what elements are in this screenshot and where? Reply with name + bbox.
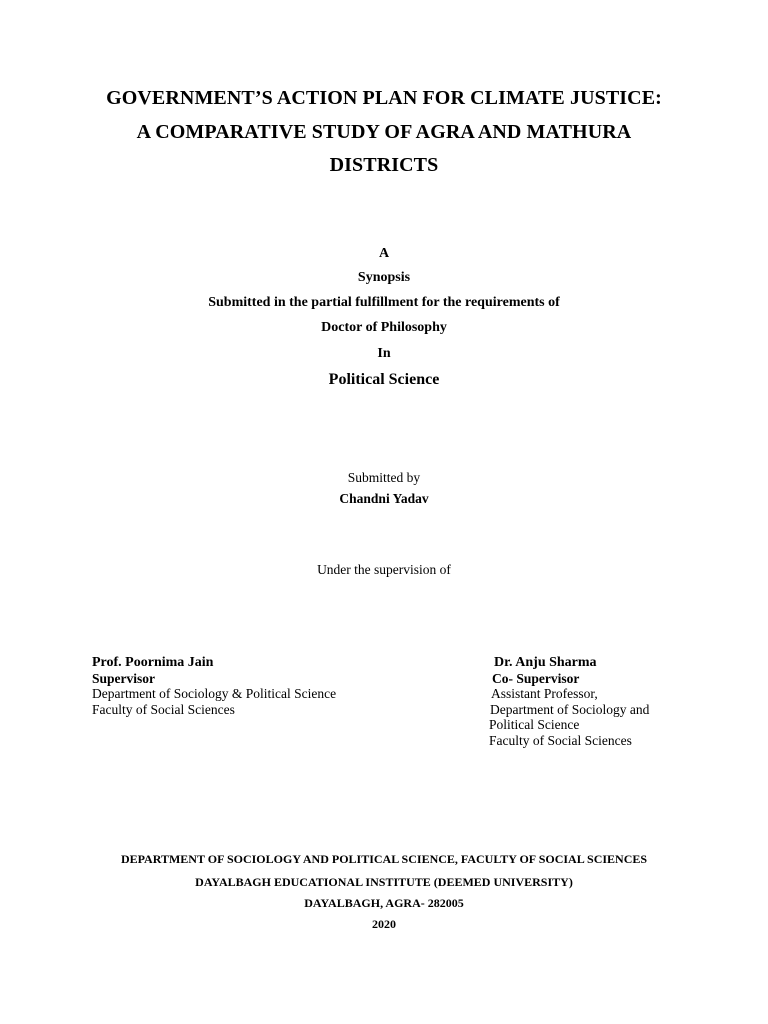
co-supervisor-role: Co- Supervisor bbox=[492, 671, 580, 686]
co-supervisor-designation: Assistant Professor, bbox=[491, 686, 598, 701]
supervisor-name: Prof. Poornima Jain bbox=[92, 655, 214, 670]
degree: Doctor of Philosophy bbox=[321, 320, 447, 335]
candidate-name: Chandni Yadav bbox=[339, 491, 429, 506]
synopsis-label: Synopsis bbox=[357, 270, 411, 285]
co-supervisor-name: Dr. Anju Sharma bbox=[494, 655, 597, 670]
footer-department: DEPARTMENT OF SOCIOLOGY AND POLITICAL SCIENCE, FACULTY OF SOCIAL SCIENCES bbox=[120, 852, 648, 866]
under-supervision-label: Under the supervision of bbox=[317, 562, 451, 577]
title-line-3: DISTRICTS bbox=[329, 154, 439, 176]
title-line-1: GOVERNMENT’S ACTION PLAN FOR CLIMATE JUSTICE: bbox=[106, 87, 662, 109]
synopsis-a: A bbox=[378, 246, 390, 261]
supervisor-faculty: Faculty of Social Sciences bbox=[92, 702, 235, 717]
co-supervisor-faculty: Faculty of Social Sciences bbox=[489, 733, 632, 748]
submitted-by-label: Submitted by bbox=[347, 470, 421, 485]
supervisor-department: Department of Sociology & Political Science bbox=[92, 686, 337, 701]
co-supervisor-department-1: Department of Sociology and bbox=[490, 702, 650, 717]
footer-address: DAYALBAGH, AGRA- 282005 bbox=[304, 896, 464, 910]
in-label: In bbox=[377, 346, 391, 361]
submitted-for: Submitted in the partial fulfillment for the requirements of bbox=[208, 295, 560, 310]
supervisor-role: Supervisor bbox=[92, 671, 156, 686]
subject: Political Science bbox=[328, 371, 440, 388]
footer-year: 2020 bbox=[372, 917, 396, 931]
title-line-2: A COMPARATIVE STUDY OF AGRA AND MATHURA bbox=[136, 121, 632, 143]
co-supervisor-department-2: Political Science bbox=[489, 717, 580, 732]
footer-institute: DAYALBAGH EDUCATIONAL INSTITUTE (DEEMED UNIVERSITY) bbox=[195, 875, 573, 889]
